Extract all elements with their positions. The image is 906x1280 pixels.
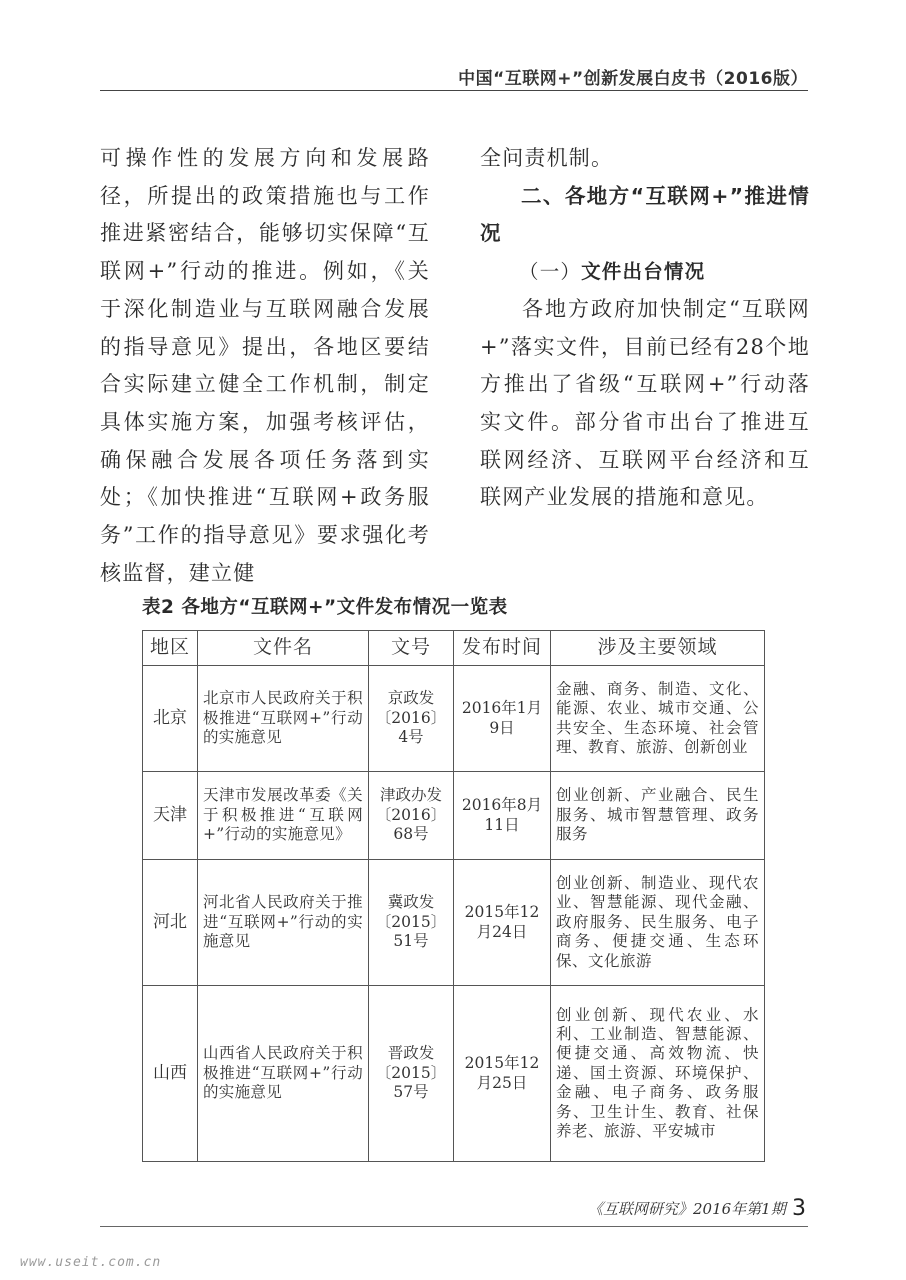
subsection-title: 文件出台情况 [581,260,706,284]
header-rule [100,90,808,91]
header-doc-number: 文号 [369,631,454,666]
header-fields: 涉及主要领域 [551,631,765,666]
header-region: 地区 [143,631,198,666]
cell-doc-name: 天津市发展改革委《关于积极推进“互联网+”行动的实施意见》 [198,772,369,860]
journal-citation: 《互联网研究》2016年第1期 [588,1200,786,1218]
cell-region: 天津 [143,772,198,860]
table-header-row [143,631,765,666]
cell-fields: 创业创新、制造业、现代农业、智慧能源、现代金融、政府服务、民生服务、电子商务、便捷交通、生态环保、文化旅游 [551,860,765,986]
cell-doc-name: 山西省人民政府关于积极推进“互联网+”行动的实施意见 [198,986,369,1162]
documents-table [142,630,765,1162]
cell-region: 北京 [143,666,198,772]
continued-paragraph: 全问责机制。 [480,146,614,170]
header-doc-name: 文件名 [198,631,369,666]
cell-date: 2016年1月9日 [454,666,551,772]
watermark: www.useit.com.cn [20,1255,162,1270]
cell-doc-number: 晋政发〔2015〕57号 [369,986,454,1162]
page-number: 3 [792,1196,806,1221]
cell-date: 2015年12月25日 [454,986,551,1162]
body-paragraph: 各地方政府加快制定“互联网+”落实文件，目前已经有28个地方推出了省级“互联网+”行动落实文件。部分省市出台了推进互联网经济、互联网平台经济和互联网产业发展的措施和意见。 [480,296,810,510]
section-heading: 二、各地方“互联网+”推进情况 [480,183,810,246]
cell-doc-name: 北京市人民政府关于积极推进“互联网+”行动的实施意见 [198,666,369,772]
cell-fields: 金融、商务、制造、文化、能源、农业、城市交通、公共安全、生态环境、社会管理、教育、旅游、创新创业 [551,666,765,772]
cell-fields: 创业创新、现代农业、水利、工业制造、智慧能源、便捷交通、高效物流、快递、国土资源、环境保护、金融、电子商务、政务服务、卫生计生、教育、社保养老、旅游、平安城市 [551,986,765,1162]
cell-fields: 创业创新、产业融合、民生服务、城市智慧管理、政务服务 [551,772,765,860]
right-column [480,140,810,517]
cell-region: 山西 [143,986,198,1162]
cell-date: 2015年12月24日 [454,860,551,986]
subsection-number: （一） [519,260,582,284]
table-row [143,986,765,1162]
table-row [143,772,765,860]
cell-doc-number: 冀政发〔2015〕51号 [369,860,454,986]
table-row [143,860,765,986]
footer-rule [100,1226,808,1227]
subsection-heading [480,253,810,291]
header-date: 发布时间 [454,631,551,666]
left-column [100,140,430,592]
body-paragraph: 可操作性的发展方向和发展路径，所提出的政策措施也与工作推进紧密结合，能够切实保障“互联网+”行动的推进。例如，《关于深化制造业与互联网融合发展的指导意见》提出，各地区要结合实际建立健全工作机制，制定具体实施方案，加强考核评估，确保融合发展各项任务落到实处；《加快推进“互联网+政务服务”工作的指导意见》要求强化考核监督，建立健 [100,146,430,585]
cell-doc-number: 京政发〔2016〕4号 [369,666,454,772]
running-header: 中国“互联网+”创新发展白皮书（2016版） [458,69,808,89]
cell-doc-number: 津政办发〔2016〕68号 [369,772,454,860]
table-row [143,666,765,772]
cell-doc-name: 河北省人民政府关于推进“互联网+”行动的实施意见 [198,860,369,986]
table-caption: 表2 各地方“互联网+”文件发布情况一览表 [142,597,508,618]
cell-date: 2016年8月11日 [454,772,551,860]
cell-region: 河北 [143,860,198,986]
